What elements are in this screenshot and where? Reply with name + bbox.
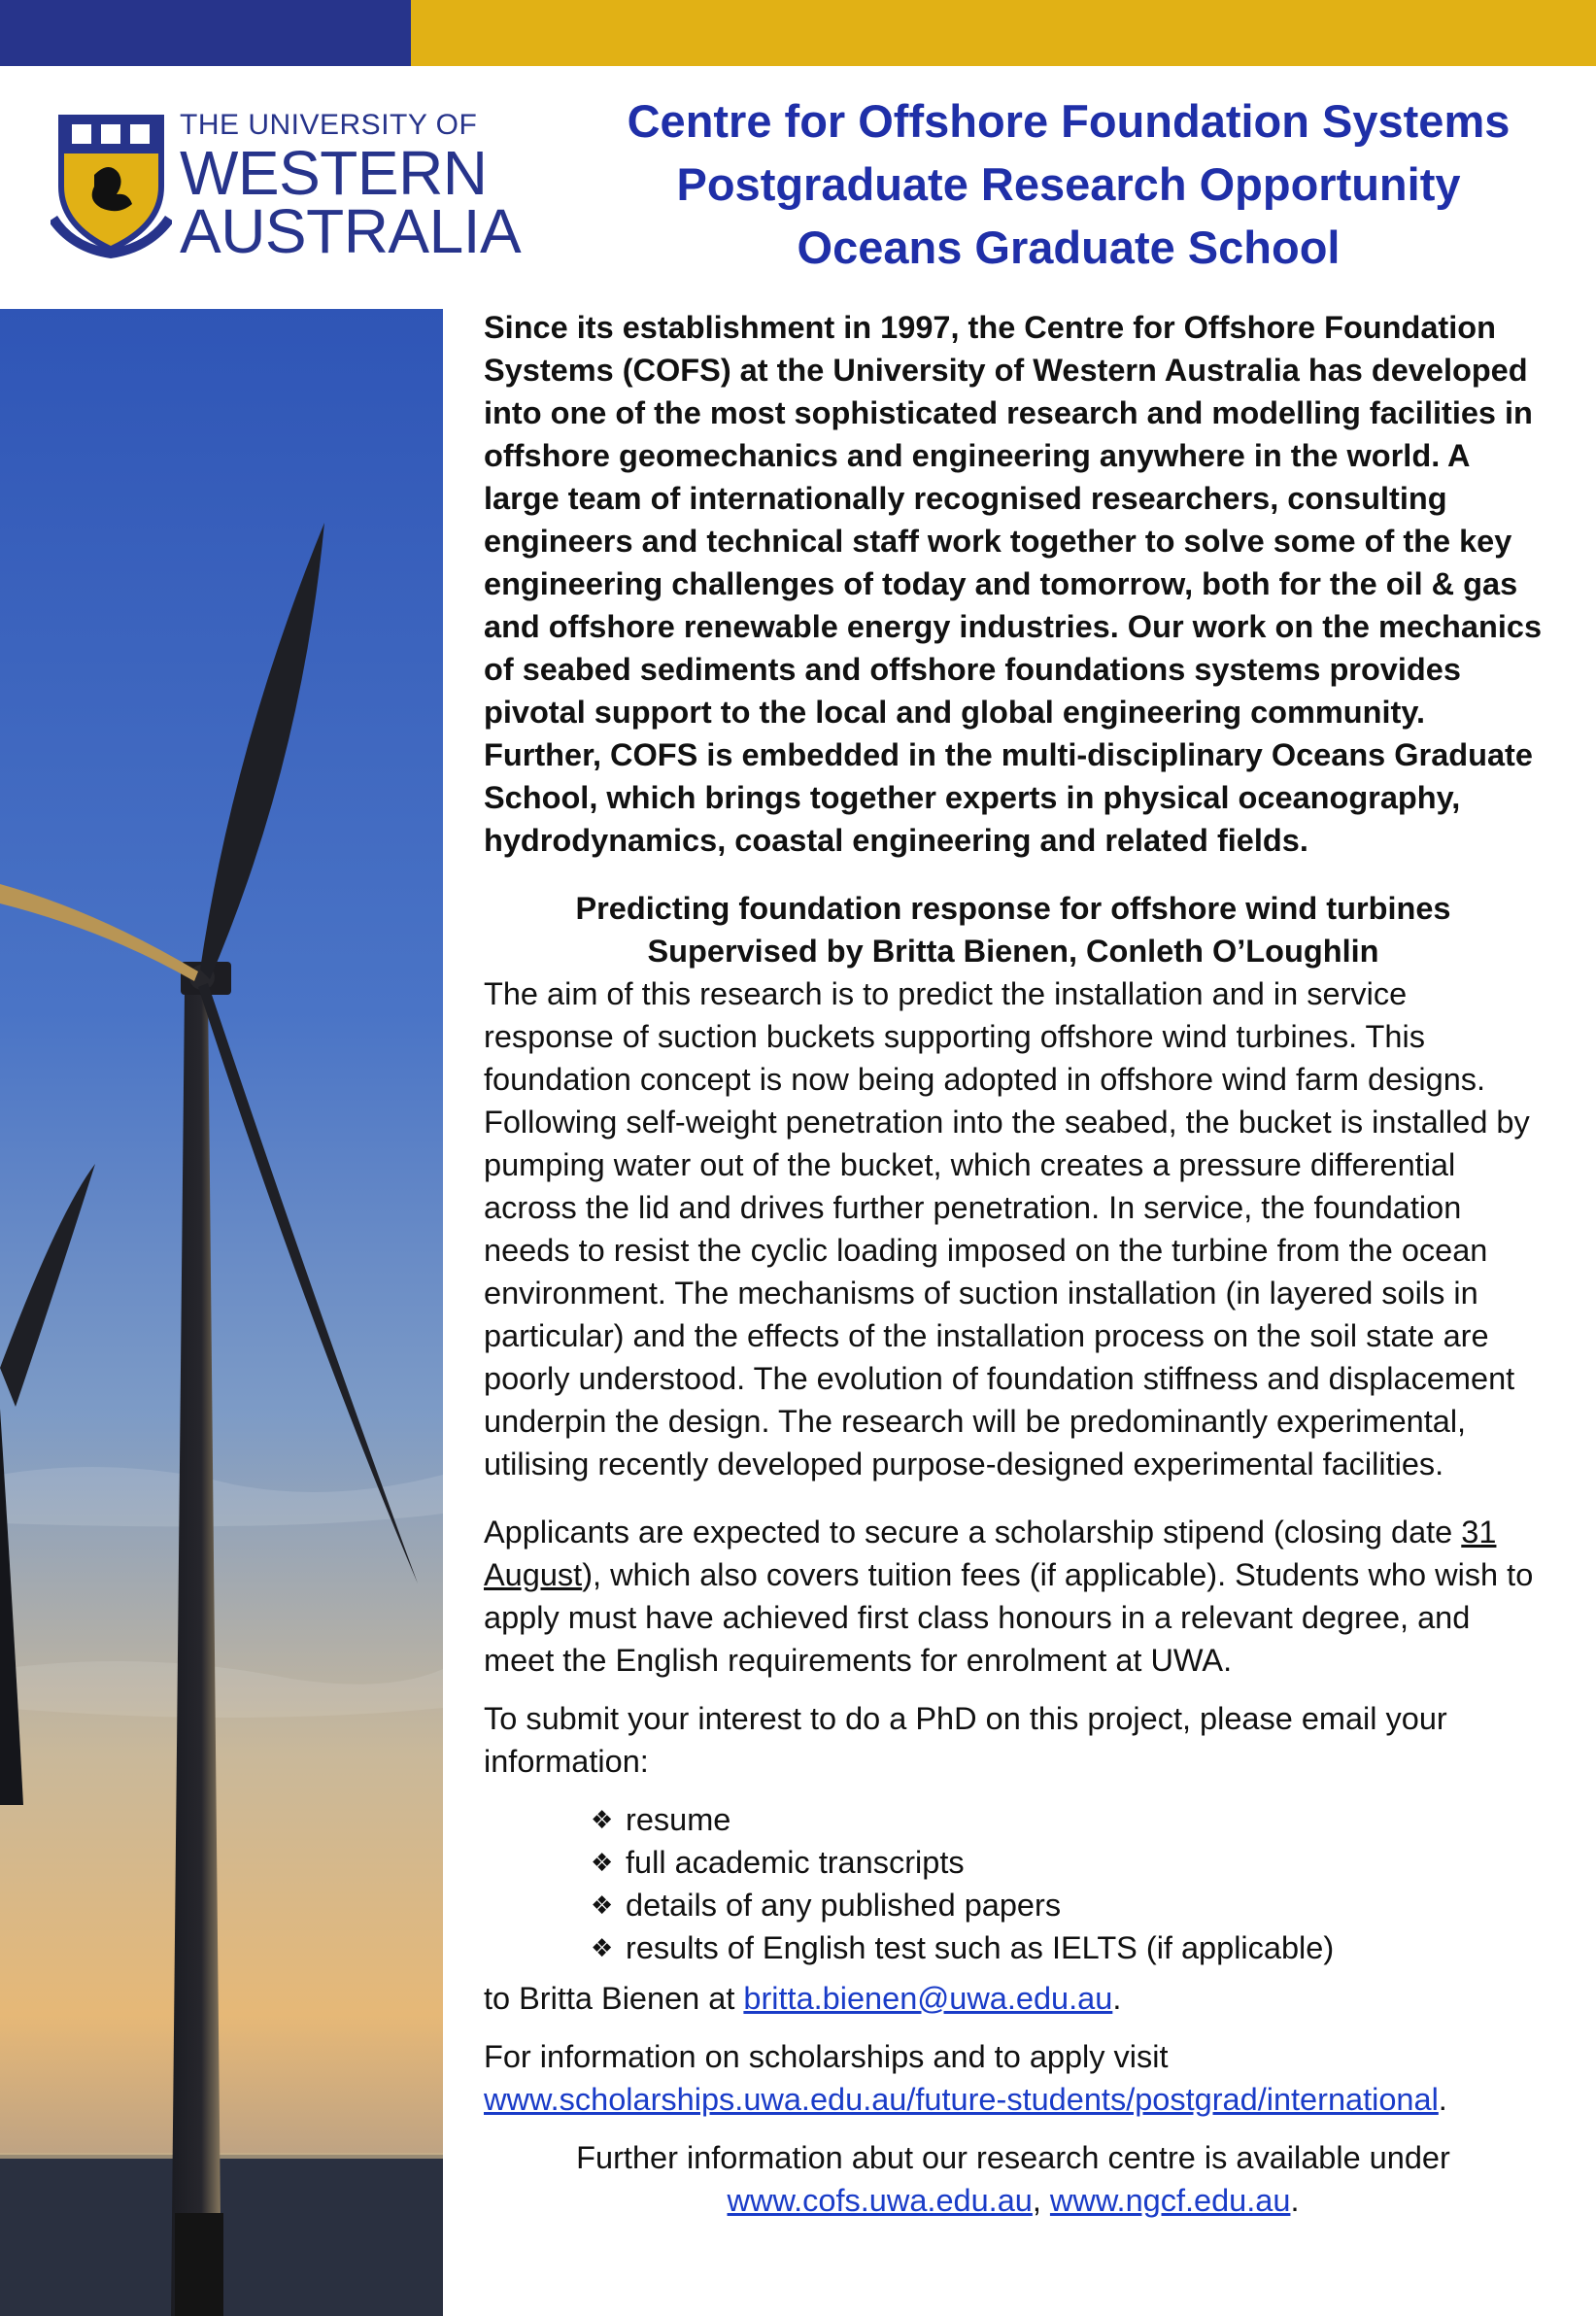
title-line-3: Oceans Graduate School: [797, 221, 1341, 273]
cofs-link[interactable]: www.cofs.uwa.edu.au: [727, 2183, 1033, 2218]
four-diamond-bullet-icon: ❖: [591, 1890, 614, 1920]
four-diamond-bullet-icon: ❖: [591, 1848, 614, 1877]
main-content: [484, 306, 1543, 2222]
list-item-label: results of English test such as IELTS (if applicable): [626, 1930, 1335, 1965]
list-item-label: full academic transcripts: [626, 1845, 965, 1880]
four-diamond-bullet-icon: ❖: [591, 1933, 614, 1962]
applicants-paragraph: [484, 1511, 1543, 1682]
list-item: [591, 1841, 1543, 1884]
email-link[interactable]: britta.bienen@uwa.edu.au: [743, 1981, 1113, 2016]
applicants-text-after: ), which also covers tuition fees (if applicable). Students who wish to apply must have achieved first class honours in a relevant degree, and meet the English requirements for enrolment at UWA.: [484, 1557, 1534, 1678]
list-item: [591, 1926, 1543, 1969]
wind-turbine-photo: [0, 309, 443, 2316]
uwa-wordmark: [180, 109, 522, 266]
requirements-list: [484, 1798, 1543, 1969]
list-item-label: resume: [626, 1802, 731, 1837]
applicants-text-before: Applicants are expected to secure a scholarship stipend (closing date: [484, 1515, 1462, 1550]
ngcf-link[interactable]: www.ngcf.edu.au: [1049, 2183, 1291, 2218]
uwa-logo: [51, 107, 522, 266]
scholarships-text: For information on scholarships and to apply visit: [484, 2039, 1169, 2074]
footer-separator: ,: [1032, 2183, 1050, 2218]
logo-line-1: THE UNIVERSITY OF: [180, 109, 478, 141]
footer-links: [484, 2179, 1543, 2222]
contact-suffix: .: [1112, 1981, 1122, 2016]
project-title: Predicting foundation response for offshore wind turbines: [575, 891, 1451, 926]
scholarships-paragraph: [484, 2035, 1543, 2121]
submit-intro: To submit your interest to do a PhD on this project, please email your information:: [484, 1701, 1447, 1779]
footer-text: Further information abut our research centre is available under: [576, 2140, 1450, 2175]
logo-line-3: AUSTRALIA: [180, 196, 522, 266]
scholarships-suffix: .: [1438, 2082, 1447, 2117]
four-diamond-bullet-icon: ❖: [591, 1805, 614, 1834]
page-title: [583, 89, 1554, 279]
intro-paragraph: Since its establishment in 1997, the Centre for Offshore Foundation Systems (COFS) at the University of Western Australia has developed into one of the most sophisticated research and modelling facilities in offshore geomechanics and engineering anywhere in the world. A large team of internationally recognised researchers, consulting engineers and technical staff work together to solve some of the key engineering challenges of today and tomorrow, both for the oil & gas and offshore renewable energy industries. Our work on the mechanics of seabed sediments and offshore foundations systems provides pivotal support to the local and global engineering community. Further, COFS is embedded in the multi-disciplinary Oceans Graduate School, which brings together experts in physical oceanography, hydrodynamics, coastal engineering and related fields.: [484, 310, 1543, 858]
contact-prefix: to Britta Bienen at: [484, 1981, 744, 2016]
header-bar-gold: [411, 0, 1596, 66]
logo-line-2: WESTERN: [180, 138, 488, 208]
uwa-crest-icon: [51, 107, 172, 262]
title-line-2: Postgraduate Research Opportunity: [676, 158, 1461, 210]
title-line-1: Centre for Offshore Foundation Systems: [627, 95, 1511, 147]
list-item: [591, 1884, 1543, 1926]
header-bar-blue: [0, 0, 411, 66]
scholarships-link[interactable]: www.scholarships.uwa.edu.au/future-students/postgrad/international: [484, 2082, 1439, 2117]
list-item-label: details of any published papers: [626, 1888, 1062, 1923]
footer-suffix: .: [1290, 2183, 1300, 2218]
contact-line: [484, 1977, 1543, 2020]
project-description: The aim of this research is to predict the installation and in service response of suction buckets supporting offshore wind turbines. This foundation concept is now being adopted in offshore wind farm designs. Following self-weight penetration into the seabed, the bucket is installed by pumping water out of the bucket, which creates a pressure differential across the lid and drives further penetration. In service, the foundation needs to resist the cyclic loading imposed on the turbine from the ocean environment. The mechanisms of suction installation (in layered soils in particular) and the effects of the installation process on the soil state are poorly understood. The evolution of foundation stiffness and displacement underpin the design. The research will be predominantly experimental, utilising recently developed purpose-designed experimental facilities.: [484, 976, 1530, 1482]
list-item: [591, 1798, 1543, 1841]
project-supervisors: Supervised by Britta Bienen, Conleth O’Loughlin: [647, 934, 1379, 969]
closing-date: 31 August: [484, 1515, 1497, 1592]
